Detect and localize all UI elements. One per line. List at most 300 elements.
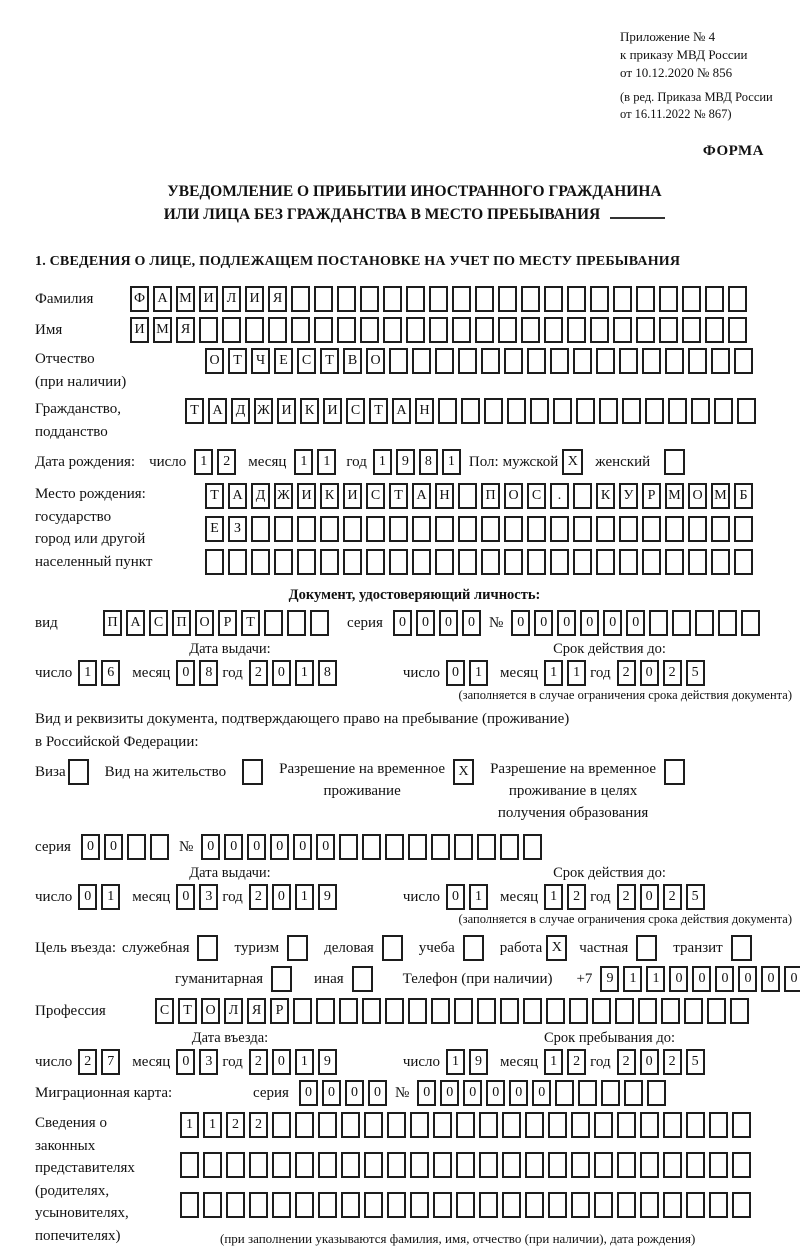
form-cell[interactable]: Р <box>218 610 237 636</box>
form-cell[interactable] <box>527 516 546 542</box>
form-cell[interactable]: 1 <box>203 1112 222 1138</box>
form-cell[interactable] <box>479 1112 498 1138</box>
form-cell[interactable] <box>636 286 655 312</box>
form-cell[interactable]: 0 <box>247 834 266 860</box>
form-cell[interactable]: И <box>297 483 316 509</box>
form-cell[interactable]: О <box>688 483 707 509</box>
form-cell[interactable] <box>320 549 339 575</box>
form-cell[interactable]: 0 <box>557 610 576 636</box>
form-cell[interactable] <box>548 1192 567 1218</box>
form-cell[interactable] <box>366 516 385 542</box>
form-cell[interactable] <box>647 1080 666 1106</box>
form-cell[interactable] <box>576 398 595 424</box>
form-cell[interactable]: 8 <box>419 449 438 475</box>
form-cell[interactable] <box>364 1152 383 1178</box>
form-cell[interactable] <box>337 317 356 343</box>
form-cell[interactable] <box>709 1112 728 1138</box>
form-cell[interactable]: Т <box>205 483 224 509</box>
form-cell[interactable]: 0 <box>626 610 645 636</box>
form-cell[interactable]: 5 <box>686 884 705 910</box>
form-cell[interactable]: И <box>323 398 342 424</box>
form-cell[interactable] <box>686 1192 705 1218</box>
form-cell[interactable]: 1 <box>544 884 563 910</box>
form-cell[interactable] <box>638 998 657 1024</box>
form-cell[interactable] <box>691 398 710 424</box>
form-cell[interactable]: 1 <box>295 884 314 910</box>
form-cell[interactable] <box>337 286 356 312</box>
form-cell[interactable] <box>291 317 310 343</box>
sex-female-checkbox[interactable] <box>664 449 685 475</box>
form-cell[interactable]: 0 <box>417 1080 436 1106</box>
form-cell[interactable]: 1 <box>446 1049 465 1075</box>
form-cell[interactable] <box>343 516 362 542</box>
form-cell[interactable] <box>711 348 730 374</box>
form-cell[interactable] <box>410 1192 429 1218</box>
form-cell[interactable] <box>458 348 477 374</box>
form-cell[interactable] <box>410 1112 429 1138</box>
form-cell[interactable]: 3 <box>199 1049 218 1075</box>
form-cell[interactable] <box>435 549 454 575</box>
form-cell[interactable] <box>228 549 247 575</box>
form-cell[interactable] <box>507 398 526 424</box>
form-cell[interactable] <box>458 483 477 509</box>
form-cell[interactable] <box>360 286 379 312</box>
form-cell[interactable] <box>180 1152 199 1178</box>
form-cell[interactable]: 1 <box>373 449 392 475</box>
form-cell[interactable] <box>203 1192 222 1218</box>
form-cell[interactable]: 1 <box>294 449 313 475</box>
form-cell[interactable]: Д <box>231 398 250 424</box>
form-cell[interactable]: 0 <box>272 660 291 686</box>
form-cell[interactable]: 1 <box>623 966 642 992</box>
form-cell[interactable]: 0 <box>669 966 688 992</box>
form-cell[interactable] <box>272 1192 291 1218</box>
form-cell[interactable]: И <box>343 483 362 509</box>
form-cell[interactable] <box>619 549 638 575</box>
form-cell[interactable]: 2 <box>663 1049 682 1075</box>
form-cell[interactable] <box>624 1080 643 1106</box>
form-cell[interactable]: 1 <box>180 1112 199 1138</box>
form-cell[interactable]: 1 <box>317 449 336 475</box>
form-cell[interactable]: С <box>297 348 316 374</box>
purpose-private-checkbox[interactable] <box>636 935 657 961</box>
form-cell[interactable] <box>682 286 701 312</box>
form-cell[interactable] <box>245 317 264 343</box>
form-cell[interactable] <box>339 998 358 1024</box>
form-cell[interactable] <box>387 1192 406 1218</box>
form-cell[interactable] <box>366 549 385 575</box>
form-cell[interactable]: 0 <box>176 1049 195 1075</box>
form-cell[interactable]: 8 <box>199 660 218 686</box>
form-cell[interactable] <box>412 348 431 374</box>
form-cell[interactable] <box>599 398 618 424</box>
form-cell[interactable] <box>458 516 477 542</box>
form-cell[interactable] <box>594 1192 613 1218</box>
form-cell[interactable]: 0 <box>104 834 123 860</box>
form-cell[interactable] <box>730 998 749 1024</box>
form-cell[interactable]: С <box>366 483 385 509</box>
form-cell[interactable] <box>688 516 707 542</box>
form-cell[interactable]: 0 <box>603 610 622 636</box>
form-cell[interactable] <box>548 1112 567 1138</box>
form-cell[interactable]: А <box>153 286 172 312</box>
form-cell[interactable] <box>504 549 523 575</box>
form-cell[interactable] <box>555 1080 574 1106</box>
form-cell[interactable]: 0 <box>440 1080 459 1106</box>
form-cell[interactable] <box>732 1112 751 1138</box>
form-cell[interactable] <box>645 398 664 424</box>
form-cell[interactable]: 0 <box>270 834 289 860</box>
form-cell[interactable]: 0 <box>224 834 243 860</box>
form-cell[interactable] <box>530 398 549 424</box>
form-cell[interactable] <box>573 348 592 374</box>
form-cell[interactable] <box>590 317 609 343</box>
form-cell[interactable] <box>438 398 457 424</box>
form-cell[interactable] <box>504 348 523 374</box>
form-cell[interactable] <box>452 317 471 343</box>
form-cell[interactable] <box>619 348 638 374</box>
form-cell[interactable] <box>617 1192 636 1218</box>
form-cell[interactable] <box>550 516 569 542</box>
form-cell[interactable] <box>339 834 358 860</box>
form-cell[interactable]: 1 <box>101 884 120 910</box>
form-cell[interactable]: М <box>153 317 172 343</box>
form-cell[interactable]: 2 <box>249 1049 268 1075</box>
form-cell[interactable] <box>180 1192 199 1218</box>
form-cell[interactable] <box>295 1112 314 1138</box>
form-cell[interactable] <box>320 516 339 542</box>
form-cell[interactable] <box>343 549 362 575</box>
form-cell[interactable] <box>567 286 586 312</box>
form-cell[interactable]: И <box>199 286 218 312</box>
form-cell[interactable] <box>433 1112 452 1138</box>
form-cell[interactable] <box>523 998 542 1024</box>
form-cell[interactable] <box>578 1080 597 1106</box>
form-cell[interactable] <box>272 1152 291 1178</box>
form-cell[interactable] <box>642 348 661 374</box>
form-cell[interactable] <box>383 317 402 343</box>
residence-permit-checkbox[interactable] <box>242 759 263 785</box>
temp-residence-checkbox[interactable]: X <box>453 759 474 785</box>
form-cell[interactable] <box>433 1152 452 1178</box>
form-cell[interactable] <box>454 998 473 1024</box>
form-cell[interactable]: Ф <box>130 286 149 312</box>
form-cell[interactable] <box>569 998 588 1024</box>
form-cell[interactable] <box>429 317 448 343</box>
form-cell[interactable] <box>592 998 611 1024</box>
form-cell[interactable] <box>500 834 519 860</box>
form-cell[interactable] <box>573 516 592 542</box>
form-cell[interactable] <box>318 1152 337 1178</box>
form-cell[interactable] <box>594 1112 613 1138</box>
form-cell[interactable] <box>617 1112 636 1138</box>
form-cell[interactable] <box>274 549 293 575</box>
form-cell[interactable]: 0 <box>81 834 100 860</box>
form-cell[interactable]: 0 <box>640 884 659 910</box>
form-cell[interactable] <box>688 549 707 575</box>
form-cell[interactable] <box>456 1152 475 1178</box>
form-cell[interactable]: Н <box>415 398 434 424</box>
form-cell[interactable] <box>642 516 661 542</box>
form-cell[interactable]: А <box>208 398 227 424</box>
form-cell[interactable] <box>613 286 632 312</box>
form-cell[interactable] <box>663 1192 682 1218</box>
form-cell[interactable] <box>475 317 494 343</box>
form-cell[interactable] <box>550 348 569 374</box>
form-cell[interactable] <box>431 834 450 860</box>
form-cell[interactable] <box>295 1192 314 1218</box>
form-cell[interactable] <box>665 549 684 575</box>
form-cell[interactable]: 0 <box>532 1080 551 1106</box>
form-cell[interactable] <box>481 516 500 542</box>
form-cell[interactable] <box>297 549 316 575</box>
form-cell[interactable]: 0 <box>345 1080 364 1106</box>
purpose-tourism-checkbox[interactable] <box>287 935 308 961</box>
form-cell[interactable]: 0 <box>784 966 800 992</box>
form-cell[interactable] <box>461 398 480 424</box>
form-cell[interactable] <box>640 1152 659 1178</box>
form-cell[interactable] <box>640 1112 659 1138</box>
form-cell[interactable] <box>452 286 471 312</box>
form-cell[interactable]: С <box>527 483 546 509</box>
form-cell[interactable]: 0 <box>761 966 780 992</box>
form-cell[interactable] <box>412 549 431 575</box>
form-cell[interactable] <box>316 998 335 1024</box>
form-cell[interactable] <box>718 610 737 636</box>
form-cell[interactable]: Я <box>247 998 266 1024</box>
form-cell[interactable]: О <box>504 483 523 509</box>
purpose-other-checkbox[interactable] <box>352 966 373 992</box>
form-cell[interactable]: А <box>126 610 145 636</box>
form-cell[interactable] <box>364 1192 383 1218</box>
form-cell[interactable]: Т <box>178 998 197 1024</box>
form-cell[interactable]: У <box>619 483 638 509</box>
form-cell[interactable] <box>523 834 542 860</box>
form-cell[interactable]: 9 <box>318 884 337 910</box>
form-cell[interactable] <box>734 516 753 542</box>
form-cell[interactable] <box>734 549 753 575</box>
form-cell[interactable] <box>481 549 500 575</box>
form-cell[interactable] <box>479 1192 498 1218</box>
form-cell[interactable] <box>659 286 678 312</box>
form-cell[interactable] <box>226 1192 245 1218</box>
form-cell[interactable]: С <box>149 610 168 636</box>
form-cell[interactable] <box>711 516 730 542</box>
form-cell[interactable]: А <box>392 398 411 424</box>
form-cell[interactable]: 0 <box>201 834 220 860</box>
form-cell[interactable] <box>571 1192 590 1218</box>
purpose-commercial-checkbox[interactable] <box>382 935 403 961</box>
form-cell[interactable] <box>362 834 381 860</box>
form-cell[interactable]: 6 <box>101 660 120 686</box>
form-cell[interactable] <box>431 998 450 1024</box>
form-cell[interactable]: 9 <box>600 966 619 992</box>
form-cell[interactable]: Е <box>274 348 293 374</box>
form-cell[interactable]: О <box>201 998 220 1024</box>
form-cell[interactable] <box>502 1192 521 1218</box>
form-cell[interactable] <box>668 398 687 424</box>
form-cell[interactable] <box>203 1152 222 1178</box>
form-cell[interactable]: Д <box>251 483 270 509</box>
form-cell[interactable] <box>544 286 563 312</box>
form-cell[interactable]: 2 <box>617 660 636 686</box>
form-cell[interactable] <box>341 1192 360 1218</box>
form-cell[interactable] <box>502 1152 521 1178</box>
form-cell[interactable]: К <box>596 483 615 509</box>
form-cell[interactable] <box>527 549 546 575</box>
form-cell[interactable]: 9 <box>396 449 415 475</box>
form-cell[interactable] <box>387 1152 406 1178</box>
form-cell[interactable] <box>389 549 408 575</box>
form-cell[interactable] <box>293 998 312 1024</box>
form-cell[interactable]: 5 <box>686 660 705 686</box>
form-cell[interactable] <box>732 1152 751 1178</box>
form-cell[interactable]: 2 <box>617 884 636 910</box>
form-cell[interactable]: 0 <box>486 1080 505 1106</box>
form-cell[interactable] <box>226 1152 245 1178</box>
form-cell[interactable]: Р <box>270 998 289 1024</box>
form-cell[interactable] <box>665 348 684 374</box>
form-cell[interactable] <box>619 516 638 542</box>
form-cell[interactable]: 0 <box>446 884 465 910</box>
form-cell[interactable] <box>429 286 448 312</box>
form-cell[interactable]: 0 <box>640 660 659 686</box>
form-cell[interactable] <box>249 1192 268 1218</box>
form-cell[interactable] <box>665 516 684 542</box>
form-cell[interactable]: 9 <box>318 1049 337 1075</box>
form-cell[interactable]: 2 <box>249 660 268 686</box>
form-cell[interactable] <box>688 348 707 374</box>
form-cell[interactable] <box>596 516 615 542</box>
form-cell[interactable] <box>435 348 454 374</box>
form-cell[interactable] <box>705 286 724 312</box>
form-cell[interactable] <box>640 1192 659 1218</box>
form-cell[interactable] <box>548 1152 567 1178</box>
form-cell[interactable]: 0 <box>272 1049 291 1075</box>
form-cell[interactable]: Т <box>185 398 204 424</box>
purpose-study-checkbox[interactable] <box>463 935 484 961</box>
form-cell[interactable] <box>274 516 293 542</box>
form-cell[interactable]: Р <box>642 483 661 509</box>
sex-male-checkbox[interactable]: X <box>562 449 583 475</box>
form-cell[interactable]: 0 <box>509 1080 528 1106</box>
form-cell[interactable]: 3 <box>199 884 218 910</box>
form-cell[interactable] <box>732 1192 751 1218</box>
form-cell[interactable] <box>387 1112 406 1138</box>
form-cell[interactable]: О <box>205 348 224 374</box>
form-cell[interactable] <box>705 317 724 343</box>
form-cell[interactable]: Т <box>389 483 408 509</box>
form-cell[interactable]: 0 <box>176 884 195 910</box>
form-cell[interactable] <box>477 998 496 1024</box>
form-cell[interactable]: К <box>300 398 319 424</box>
form-cell[interactable] <box>741 610 760 636</box>
form-cell[interactable] <box>362 998 381 1024</box>
form-cell[interactable] <box>222 317 241 343</box>
form-cell[interactable] <box>596 348 615 374</box>
form-cell[interactable] <box>272 1112 291 1138</box>
form-cell[interactable] <box>484 398 503 424</box>
form-cell[interactable] <box>389 516 408 542</box>
form-cell[interactable]: 8 <box>318 660 337 686</box>
form-cell[interactable] <box>314 286 333 312</box>
form-cell[interactable]: 2 <box>249 884 268 910</box>
form-cell[interactable]: Я <box>176 317 195 343</box>
form-cell[interactable]: И <box>245 286 264 312</box>
form-cell[interactable] <box>251 516 270 542</box>
form-cell[interactable] <box>686 1112 705 1138</box>
form-cell[interactable] <box>711 549 730 575</box>
form-cell[interactable] <box>498 317 517 343</box>
form-cell[interactable]: . <box>550 483 569 509</box>
form-cell[interactable] <box>544 317 563 343</box>
form-cell[interactable]: 2 <box>567 1049 586 1075</box>
form-cell[interactable] <box>408 834 427 860</box>
form-cell[interactable]: 0 <box>439 610 458 636</box>
form-cell[interactable]: 1 <box>78 660 97 686</box>
form-cell[interactable]: Ж <box>254 398 273 424</box>
form-cell[interactable] <box>571 1112 590 1138</box>
form-cell[interactable]: 0 <box>692 966 711 992</box>
purpose-humanitarian-checkbox[interactable] <box>271 966 292 992</box>
form-cell[interactable]: 2 <box>226 1112 245 1138</box>
form-cell[interactable] <box>406 317 425 343</box>
form-cell[interactable]: 1 <box>295 1049 314 1075</box>
form-cell[interactable] <box>406 286 425 312</box>
form-cell[interactable] <box>661 998 680 1024</box>
form-cell[interactable]: 0 <box>368 1080 387 1106</box>
form-cell[interactable]: 0 <box>640 1049 659 1075</box>
form-cell[interactable] <box>458 549 477 575</box>
form-cell[interactable] <box>500 998 519 1024</box>
form-cell[interactable]: М <box>711 483 730 509</box>
form-cell[interactable]: 0 <box>272 884 291 910</box>
form-cell[interactable]: 1 <box>544 660 563 686</box>
form-cell[interactable] <box>728 286 747 312</box>
form-cell[interactable]: Т <box>369 398 388 424</box>
visa-checkbox[interactable] <box>68 759 89 785</box>
form-cell[interactable]: Т <box>228 348 247 374</box>
form-cell[interactable] <box>502 1112 521 1138</box>
form-cell[interactable] <box>521 286 540 312</box>
form-cell[interactable] <box>291 286 310 312</box>
form-cell[interactable] <box>546 998 565 1024</box>
form-cell[interactable] <box>615 998 634 1024</box>
form-cell[interactable] <box>383 286 402 312</box>
form-cell[interactable] <box>573 549 592 575</box>
temp-residence-edu-checkbox[interactable] <box>664 759 685 785</box>
form-cell[interactable] <box>734 348 753 374</box>
form-cell[interactable]: 1 <box>567 660 586 686</box>
form-cell[interactable] <box>433 1192 452 1218</box>
form-cell[interactable]: А <box>228 483 247 509</box>
form-cell[interactable]: И <box>130 317 149 343</box>
form-cell[interactable] <box>199 317 218 343</box>
form-cell[interactable] <box>251 549 270 575</box>
form-cell[interactable] <box>695 610 714 636</box>
form-cell[interactable] <box>550 549 569 575</box>
form-cell[interactable]: П <box>172 610 191 636</box>
form-cell[interactable] <box>287 610 306 636</box>
form-cell[interactable]: М <box>176 286 195 312</box>
form-cell[interactable]: 0 <box>293 834 312 860</box>
form-cell[interactable]: О <box>366 348 385 374</box>
form-cell[interactable] <box>636 317 655 343</box>
form-cell[interactable] <box>481 348 500 374</box>
form-cell[interactable]: 0 <box>416 610 435 636</box>
form-cell[interactable] <box>268 317 287 343</box>
form-cell[interactable]: А <box>412 483 431 509</box>
